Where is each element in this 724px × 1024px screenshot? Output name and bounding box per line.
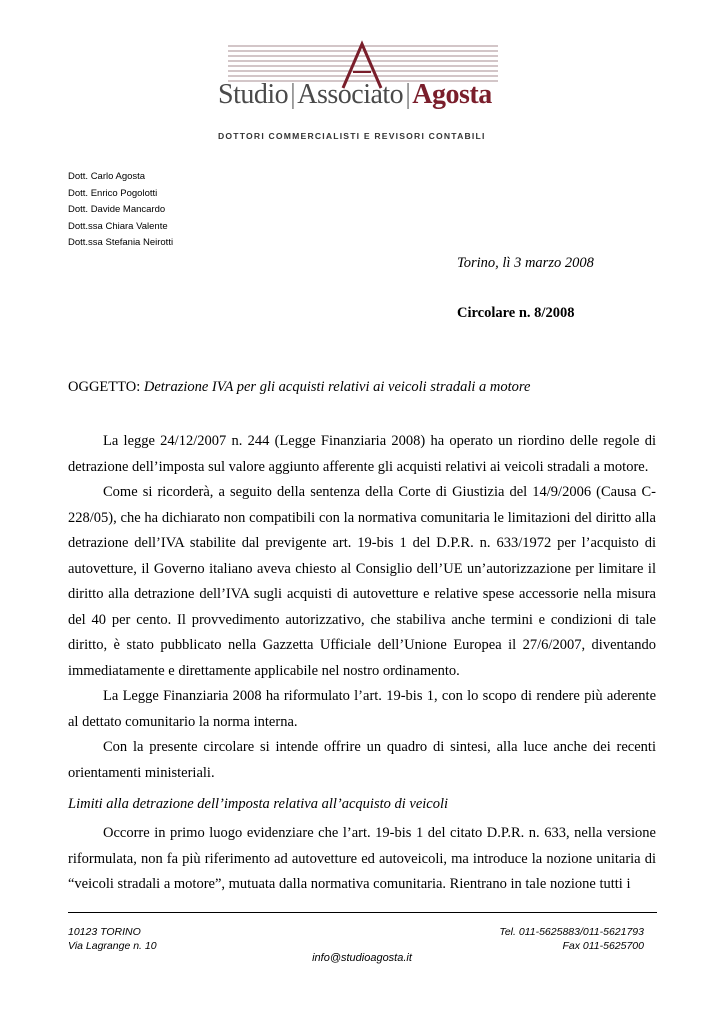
partner-name: Dott.ssa Stefania Neirotti (68, 237, 174, 248)
subject-text: Detrazione IVA per gli acquisti relativi ai veicoli stradali a motore (143, 379, 531, 395)
logo-word-studio: Studio (218, 79, 289, 110)
logo-wordmark (218, 80, 508, 110)
partners-list (68, 169, 173, 252)
partner-name: Dott. Enrico Pogolotti (68, 187, 158, 199)
footer-contacts (499, 925, 644, 953)
footer-city: 10123 TORINO (68, 926, 141, 938)
body-paragraph: La Legge Finanziaria 2008 ha riformulato l’art. 19-bis 1, con lo scopo di rendere più aderente al dettato comunitario la norma interna. (68, 688, 656, 730)
footer-divider (68, 912, 657, 913)
subject-label: OGGETTO: (68, 379, 144, 395)
body-paragraph: La legge 24/12/2007 n. 244 (Legge Finanziaria 2008) ha operato un riordino delle regole di detrazione dell’imposta sul valore aggiunto afferente gli acquisti relativi ai veicoli stradali a motore. (68, 433, 656, 475)
logo-separator: | (405, 79, 411, 110)
partner-name: Dott.ssa Chiara Valente (68, 220, 168, 232)
subject-line (68, 379, 658, 396)
body-paragraph: Come si ricorderà, a seguito della sentenza della Corte di Giustizia del 14/9/2006 (Causa C-228/05), che ha dichiarato non compatibili con la normativa comunitaria le limitazioni del diritto alla detrazione dell’IVA stabilite dal previgente art. 19-bis 1 del D.P.R. n. 633/1972 per l’acquisto di autovetture, il Governo italiano aveva chiesto al Consiglio dell’UE un’autorizzazione per limitare il diritto alla detrazione dell’IVA sugli acquisti di autovetture e relative spese accessorie nella misura del 40 per cento. Il provvedimento autorizzativo, che stabiliva anche termini e condizioni di tale diritto, è stato pubblicato nella Gazzetta Ufficiale dell’Unione Europea il 27/6/2007, diventando immediatamente e direttamente applicabile nel nostro ordinamento. (68, 484, 656, 679)
partner-name: Dott. Davide Mancardo (68, 204, 166, 215)
letter-date: Torino, lì 3 marzo 2008 (457, 255, 594, 271)
body-paragraph: Occorre in primo luogo evidenziare che l’art. 19-bis 1 del citato D.P.R. n. 633, nella versione riformulata, non fa più riferimento ad autovetture ed autoveicoli, ma introduce la nozione unitaria di “veicoli stradali a motore”, mutuata dalla normativa comunitaria. Rientrano in tale nozione tutti i (68, 825, 656, 892)
section-body (68, 821, 656, 898)
logo-word-associato: Associato (297, 79, 404, 110)
footer-tel: Tel. 011-5625883/011-5621793 (499, 926, 644, 938)
circular-number: Circolare n. 8/2008 (457, 305, 575, 321)
footer-street: Via Lagrange n. 10 (68, 940, 157, 952)
body-paragraph: Con la presente circolare si intende offrire un quadro di sintesi, alla luce anche dei recenti orientamenti ministeriali. (68, 739, 656, 781)
logo-word-agosta: Agosta (412, 79, 492, 110)
logo-separator: | (290, 79, 296, 110)
footer-fax: Fax 011-5625700 (562, 940, 644, 952)
section-title: Limiti alla detrazione dell’imposta relativa all’acquisto di veicoli (68, 796, 449, 812)
footer-email[interactable]: info@studioagosta.it (312, 952, 412, 964)
partner-name: Dott. Carlo Agosta (68, 171, 146, 182)
letterhead-tagline: DOTTORI COMMERCIALISTI E REVISORI CONTABILI (218, 131, 486, 141)
footer-address (68, 925, 157, 953)
body-text (68, 429, 656, 786)
